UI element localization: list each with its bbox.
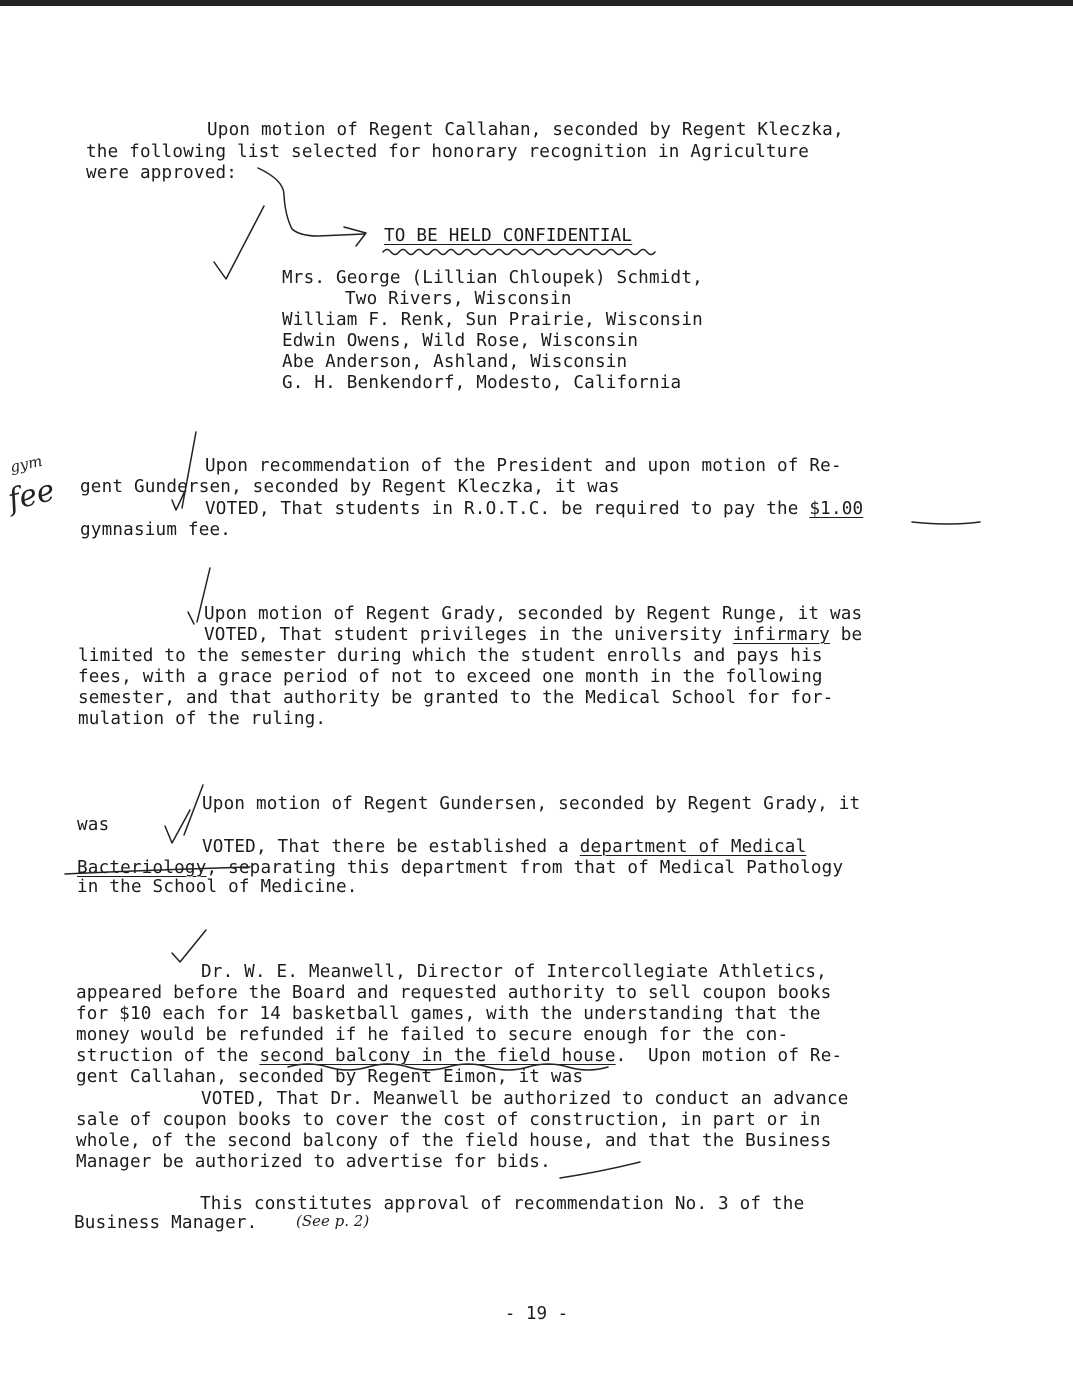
meanwell-line-4: money would be refunded if he failed to secure enough for the con- bbox=[76, 1025, 789, 1045]
honoree-name-2: William F. Renk, Sun Prairie, Wisconsin bbox=[282, 310, 703, 330]
infirmary-line-4: fees, with a grace period of not to exceed one month in the following bbox=[78, 667, 823, 687]
honoree-name-4: Abe Anderson, Ashland, Wisconsin bbox=[282, 352, 628, 372]
confidential-heading: TO BE HELD CONFIDENTIAL bbox=[384, 226, 633, 246]
bacteriology-line-2: was bbox=[77, 815, 110, 835]
bacteriology-line-3 bbox=[202, 837, 806, 858]
approval-line-2 bbox=[74, 1213, 257, 1234]
infirmary-word: infirmary bbox=[732, 625, 830, 645]
honorary-intro-line-3: were approved: bbox=[86, 163, 238, 183]
wavy-underline bbox=[383, 250, 655, 255]
bacteriology-line-4 bbox=[77, 858, 843, 879]
honoree-name-3: Edwin Owens, Wild Rose, Wisconsin bbox=[282, 331, 639, 351]
infirmary-line-2 bbox=[204, 625, 862, 646]
fee-amount: $1.00 bbox=[809, 499, 864, 519]
meanwell-line-8: sale of coupon books to cover the cost of construction, in part or in bbox=[76, 1110, 821, 1130]
meanwell-line-5-tail: . Upon motion of Re- bbox=[615, 1046, 843, 1066]
meanwell-line-6: gent Callahan, seconded by Regent Eimon, it was bbox=[76, 1067, 584, 1087]
bacteriology-line-3-text: VOTED, That there be established a bbox=[202, 837, 580, 857]
rotc-line-3-text: VOTED, That students in R.O.T.C. be required to pay the bbox=[205, 499, 810, 519]
department-name-part-1: department of Medical bbox=[579, 837, 807, 857]
margin-note-fee: fee bbox=[4, 472, 59, 519]
margin-note-gym: gym bbox=[8, 451, 44, 477]
fee-underline-extension bbox=[912, 522, 980, 524]
infirmary-line-1: Upon motion of Regent Grady, seconded by Regent Runge, it was bbox=[204, 604, 863, 624]
rotc-line-2: gent Gundersen, seconded by Regent Kleczka, it was bbox=[80, 477, 620, 497]
infirmary-line-3: limited to the semester during which the student enrolls and pays his bbox=[78, 646, 823, 666]
approval-line-2-text: Business Manager. bbox=[74, 1213, 258, 1233]
check-mark-bacteriology bbox=[165, 810, 190, 843]
meanwell-line-5 bbox=[76, 1046, 842, 1067]
bacteriology-line-1: Upon motion of Regent Gundersen, seconded by Regent Grady, it bbox=[202, 794, 861, 814]
slash-mark-bacteriology bbox=[184, 785, 203, 835]
arrow-stem bbox=[258, 168, 364, 236]
bids-flourish bbox=[560, 1162, 640, 1178]
meanwell-line-10: Manager be authorized to advertise for bids. bbox=[76, 1152, 551, 1172]
page-top-edge bbox=[0, 0, 1073, 6]
check-mark-meanwell bbox=[172, 930, 206, 962]
honoree-name-5: G. H. Benkendorf, Modesto, California bbox=[282, 373, 682, 393]
honoree-name-1: Mrs. George (Lillian Chloupek) Schmidt, bbox=[282, 268, 703, 288]
approval-line-1: This constitutes approval of recommendation No. 3 of the bbox=[200, 1194, 805, 1214]
infirmary-line-5: semester, and that authority be granted to the Medical School for for- bbox=[78, 688, 834, 708]
balcony-phrase: second balcony in the field house bbox=[259, 1046, 616, 1066]
meanwell-line-2: appeared before the Board and requested authority to sell coupon books bbox=[76, 983, 832, 1003]
page-number: - 19 - bbox=[504, 1304, 569, 1324]
meanwell-line-9: whole, of the second balcony of the field house, and that the Business bbox=[76, 1131, 832, 1151]
meanwell-line-3: for $10 each for 14 basketball games, with the understanding that the bbox=[76, 1004, 821, 1024]
meanwell-line-7: VOTED, That Dr. Meanwell be authorized to conduct an advance bbox=[201, 1089, 849, 1109]
check-mark-1 bbox=[214, 206, 264, 279]
honoree-location-1: Two Rivers, Wisconsin bbox=[345, 289, 572, 309]
bacteriology-line-5: in the School of Medicine. bbox=[77, 877, 358, 897]
honorary-intro-line-1: Upon motion of Regent Callahan, seconded by Regent Kleczka, bbox=[207, 120, 844, 140]
see-page-note: (See p. 2) bbox=[296, 1212, 370, 1230]
honorary-intro-line-2: the following list selected for honorary recognition in Agriculture bbox=[86, 142, 810, 162]
department-name-part-2: Bacteriology bbox=[77, 858, 207, 878]
infirmary-line-2-tail: be bbox=[829, 625, 863, 645]
arrow-head bbox=[344, 227, 366, 246]
infirmary-line-6: mulation of the ruling. bbox=[78, 709, 327, 729]
meanwell-line-1: Dr. W. E. Meanwell, Director of Intercollegiate Athletics, bbox=[201, 962, 827, 982]
infirmary-line-2-text: VOTED, That student privileges in the university bbox=[204, 625, 733, 645]
meanwell-line-5-text: struction of the bbox=[76, 1046, 260, 1066]
rotc-line-4: gymnasium fee. bbox=[80, 520, 232, 540]
rotc-line-3 bbox=[205, 499, 863, 520]
check-mark-infirmary bbox=[188, 612, 194, 624]
rotc-line-1: Upon recommendation of the President and upon motion of Re- bbox=[205, 456, 842, 476]
bacteriology-line-4-text: , separating this department from that of Medical Pathology bbox=[206, 858, 844, 878]
